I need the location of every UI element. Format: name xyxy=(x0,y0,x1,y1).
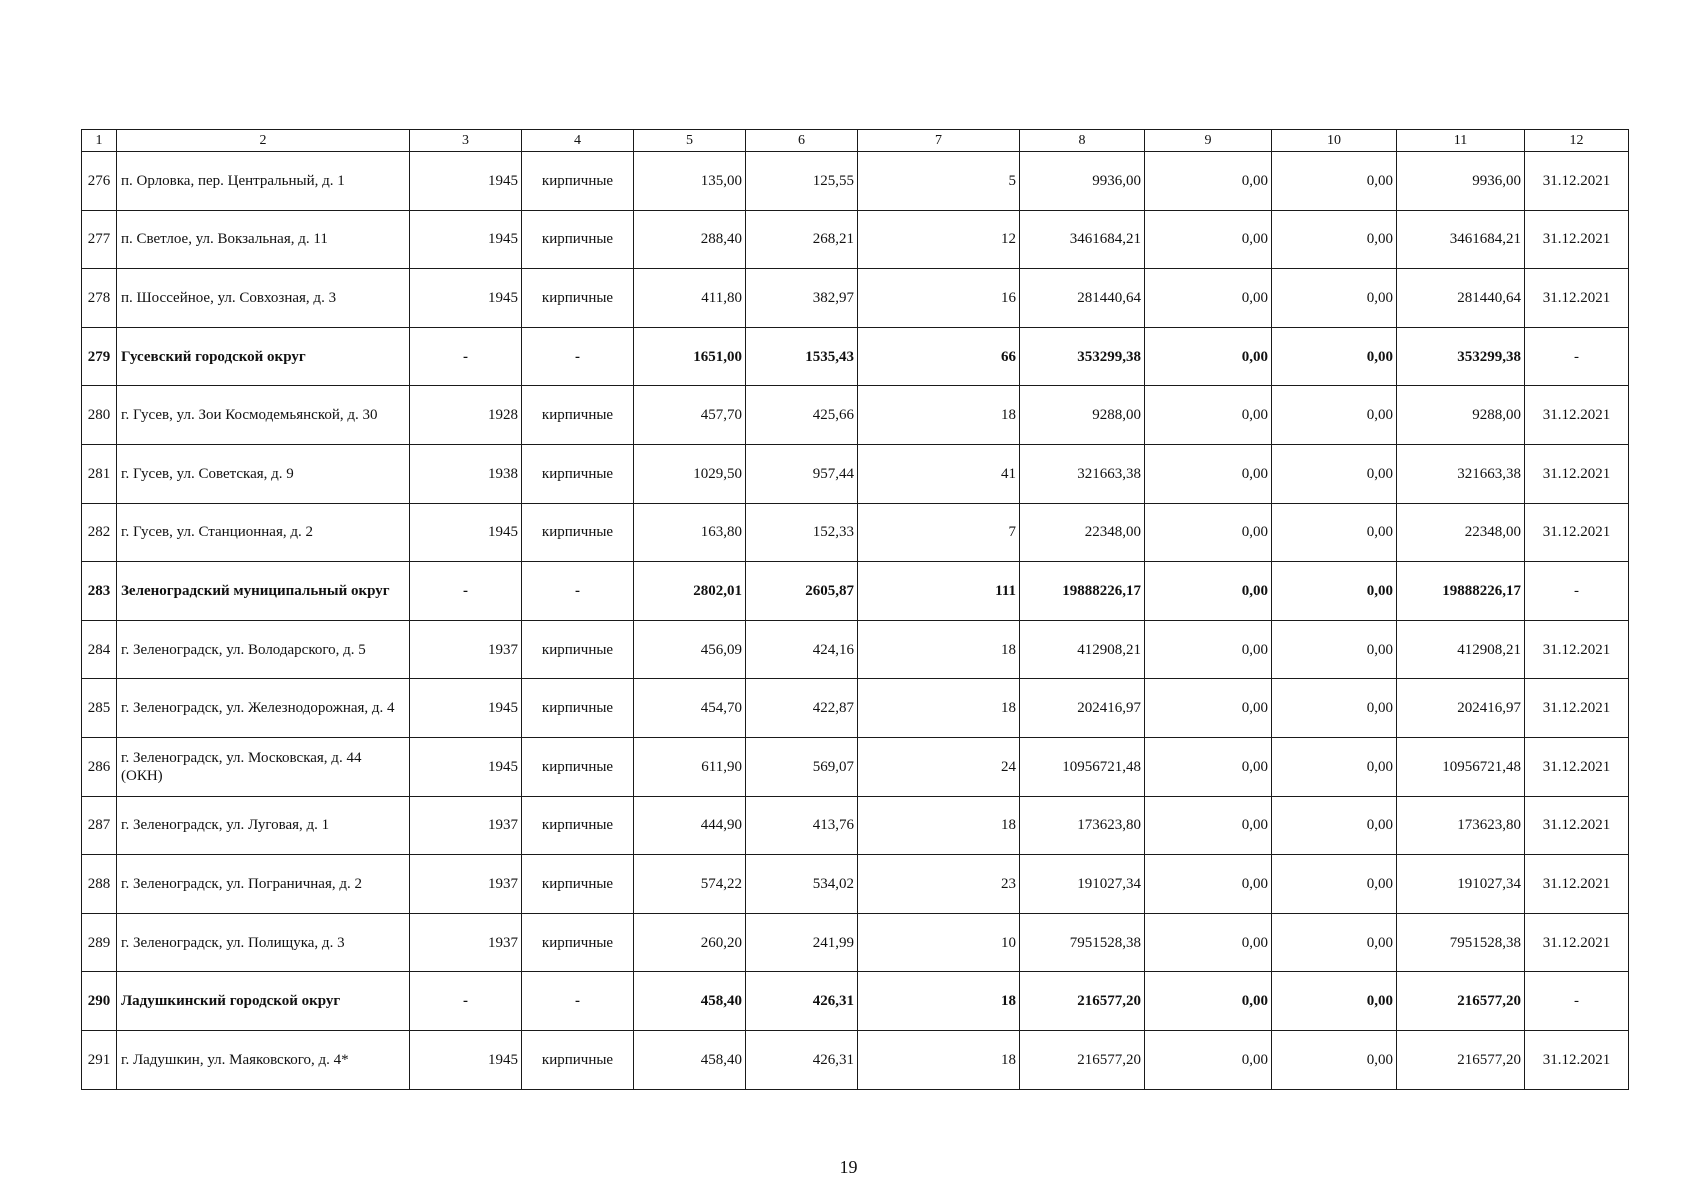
total-area-cell: 1651,00 xyxy=(634,327,746,386)
total-area-cell: 458,40 xyxy=(634,972,746,1031)
wall-material-cell: кирпичные xyxy=(522,620,634,679)
cost-other-cell: 22348,00 xyxy=(1397,503,1525,562)
cost-budget-cell: 0,00 xyxy=(1272,269,1397,328)
total-area-cell: 444,90 xyxy=(634,796,746,855)
address-cell: г. Зеленоградск, ул. Володарского, д. 5 xyxy=(117,620,410,679)
row-index-cell: 288 xyxy=(82,855,117,914)
total-area-cell: 454,70 xyxy=(634,679,746,738)
column-header: 5 xyxy=(634,130,746,152)
living-area-cell: 957,44 xyxy=(746,444,858,503)
cost-other-cell: 353299,38 xyxy=(1397,327,1525,386)
column-header: 11 xyxy=(1397,130,1525,152)
wall-material-cell: кирпичные xyxy=(522,503,634,562)
cost-other-cell: 216577,20 xyxy=(1397,972,1525,1031)
cost-budget-cell: 0,00 xyxy=(1272,1030,1397,1089)
address-cell: г. Гусев, ул. Станционная, д. 2 xyxy=(117,503,410,562)
address-cell: г. Зеленоградск, ул. Луговая, д. 1 xyxy=(117,796,410,855)
total-area-cell: 135,00 xyxy=(634,152,746,211)
cost-total-cell: 353299,38 xyxy=(1020,327,1145,386)
year-cell: - xyxy=(410,562,522,621)
year-cell: 1945 xyxy=(410,1030,522,1089)
cost-other-cell: 412908,21 xyxy=(1397,620,1525,679)
cost-other-cell: 7951528,38 xyxy=(1397,913,1525,972)
total-area-cell: 611,90 xyxy=(634,737,746,796)
cost-other-cell: 9288,00 xyxy=(1397,386,1525,445)
cost-total-cell: 216577,20 xyxy=(1020,972,1145,1031)
living-area-cell: 534,02 xyxy=(746,855,858,914)
wall-material-cell: кирпичные xyxy=(522,269,634,328)
cost-total-cell: 19888226,17 xyxy=(1020,562,1145,621)
cost-total-cell: 9288,00 xyxy=(1020,386,1145,445)
residents-cell: 41 xyxy=(858,444,1020,503)
column-header: 6 xyxy=(746,130,858,152)
cost-total-cell: 412908,21 xyxy=(1020,620,1145,679)
deadline-cell: 31.12.2021 xyxy=(1525,210,1629,269)
address-cell: г. Зеленоградск, ул. Пограничная, д. 2 xyxy=(117,855,410,914)
wall-material-cell: кирпичные xyxy=(522,1030,634,1089)
total-area-cell: 456,09 xyxy=(634,620,746,679)
deadline-cell: 31.12.2021 xyxy=(1525,444,1629,503)
table-row xyxy=(82,210,1629,269)
deadline-cell: - xyxy=(1525,327,1629,386)
row-index-cell: 278 xyxy=(82,269,117,328)
cost-budget-cell: 0,00 xyxy=(1272,210,1397,269)
cost-fund-cell: 0,00 xyxy=(1145,913,1272,972)
total-area-cell: 457,70 xyxy=(634,386,746,445)
row-index-cell: 291 xyxy=(82,1030,117,1089)
row-index-cell: 279 xyxy=(82,327,117,386)
living-area-cell: 422,87 xyxy=(746,679,858,738)
cost-other-cell: 191027,34 xyxy=(1397,855,1525,914)
wall-material-cell: - xyxy=(522,562,634,621)
total-area-cell: 411,80 xyxy=(634,269,746,328)
address-cell: г. Зеленоградск, ул. Железнодорожная, д. 4 xyxy=(117,679,410,738)
cost-total-cell: 216577,20 xyxy=(1020,1030,1145,1089)
living-area-cell: 426,31 xyxy=(746,1030,858,1089)
table-body xyxy=(82,152,1629,1090)
address-cell: г. Зеленоградск, ул. Московская, д. 44 (ОКН) xyxy=(117,737,410,796)
row-index-cell: 284 xyxy=(82,620,117,679)
cost-budget-cell: 0,00 xyxy=(1272,444,1397,503)
row-index-cell: 283 xyxy=(82,562,117,621)
cost-budget-cell: 0,00 xyxy=(1272,386,1397,445)
year-cell: 1945 xyxy=(410,210,522,269)
deadline-cell: 31.12.2021 xyxy=(1525,796,1629,855)
cost-other-cell: 216577,20 xyxy=(1397,1030,1525,1089)
row-index-cell: 281 xyxy=(82,444,117,503)
living-area-cell: 241,99 xyxy=(746,913,858,972)
cost-total-cell: 7951528,38 xyxy=(1020,913,1145,972)
group-row xyxy=(82,327,1629,386)
wall-material-cell: кирпичные xyxy=(522,444,634,503)
deadline-cell: 31.12.2021 xyxy=(1525,269,1629,328)
column-header: 7 xyxy=(858,130,1020,152)
residents-cell: 16 xyxy=(858,269,1020,328)
total-area-cell: 1029,50 xyxy=(634,444,746,503)
cost-budget-cell: 0,00 xyxy=(1272,327,1397,386)
cost-budget-cell: 0,00 xyxy=(1272,972,1397,1031)
residents-cell: 18 xyxy=(858,1030,1020,1089)
year-cell: - xyxy=(410,972,522,1031)
total-area-cell: 288,40 xyxy=(634,210,746,269)
cost-fund-cell: 0,00 xyxy=(1145,269,1272,328)
column-header: 1 xyxy=(82,130,117,152)
cost-other-cell: 19888226,17 xyxy=(1397,562,1525,621)
row-index-cell: 280 xyxy=(82,386,117,445)
cost-total-cell: 321663,38 xyxy=(1020,444,1145,503)
year-cell: 1937 xyxy=(410,620,522,679)
cost-budget-cell: 0,00 xyxy=(1272,503,1397,562)
wall-material-cell: кирпичные xyxy=(522,737,634,796)
column-number-row xyxy=(82,130,1629,152)
column-header: 3 xyxy=(410,130,522,152)
living-area-cell: 382,97 xyxy=(746,269,858,328)
address-cell: п. Орловка, пер. Центральный, д. 1 xyxy=(117,152,410,211)
total-area-cell: 2802,01 xyxy=(634,562,746,621)
address-cell: г. Зеленоградск, ул. Полищука, д. 3 xyxy=(117,913,410,972)
living-area-cell: 1535,43 xyxy=(746,327,858,386)
living-area-cell: 152,33 xyxy=(746,503,858,562)
cost-total-cell: 173623,80 xyxy=(1020,796,1145,855)
wall-material-cell: кирпичные xyxy=(522,679,634,738)
deadline-cell: 31.12.2021 xyxy=(1525,913,1629,972)
residents-cell: 23 xyxy=(858,855,1020,914)
residents-cell: 24 xyxy=(858,737,1020,796)
cost-fund-cell: 0,00 xyxy=(1145,152,1272,211)
residents-cell: 18 xyxy=(858,679,1020,738)
address-cell: г. Гусев, ул. Советская, д. 9 xyxy=(117,444,410,503)
year-cell: 1938 xyxy=(410,444,522,503)
cost-budget-cell: 0,00 xyxy=(1272,152,1397,211)
cost-other-cell: 173623,80 xyxy=(1397,796,1525,855)
group-row xyxy=(82,562,1629,621)
cost-other-cell: 202416,97 xyxy=(1397,679,1525,738)
deadline-cell: 31.12.2021 xyxy=(1525,386,1629,445)
cost-total-cell: 22348,00 xyxy=(1020,503,1145,562)
row-index-cell: 285 xyxy=(82,679,117,738)
cost-fund-cell: 0,00 xyxy=(1145,972,1272,1031)
living-area-cell: 268,21 xyxy=(746,210,858,269)
cost-fund-cell: 0,00 xyxy=(1145,679,1272,738)
table-row xyxy=(82,679,1629,738)
table-row xyxy=(82,1030,1629,1089)
deadline-cell: 31.12.2021 xyxy=(1525,1030,1629,1089)
cost-total-cell: 3461684,21 xyxy=(1020,210,1145,269)
cost-other-cell: 9936,00 xyxy=(1397,152,1525,211)
living-area-cell: 413,76 xyxy=(746,796,858,855)
wall-material-cell: - xyxy=(522,972,634,1031)
cost-budget-cell: 0,00 xyxy=(1272,855,1397,914)
cost-total-cell: 10956721,48 xyxy=(1020,737,1145,796)
table-row xyxy=(82,152,1629,211)
address-cell: п. Светлое, ул. Вокзальная, д. 11 xyxy=(117,210,410,269)
year-cell: - xyxy=(410,327,522,386)
cost-budget-cell: 0,00 xyxy=(1272,737,1397,796)
year-cell: 1937 xyxy=(410,913,522,972)
cost-fund-cell: 0,00 xyxy=(1145,796,1272,855)
living-area-cell: 425,66 xyxy=(746,386,858,445)
living-area-cell: 569,07 xyxy=(746,737,858,796)
deadline-cell: 31.12.2021 xyxy=(1525,620,1629,679)
row-index-cell: 277 xyxy=(82,210,117,269)
column-header: 12 xyxy=(1525,130,1629,152)
year-cell: 1937 xyxy=(410,855,522,914)
cost-other-cell: 10956721,48 xyxy=(1397,737,1525,796)
cost-fund-cell: 0,00 xyxy=(1145,444,1272,503)
residents-cell: 66 xyxy=(858,327,1020,386)
table-row xyxy=(82,855,1629,914)
residents-cell: 18 xyxy=(858,972,1020,1031)
table-row xyxy=(82,503,1629,562)
row-index-cell: 286 xyxy=(82,737,117,796)
column-header: 2 xyxy=(117,130,410,152)
cost-fund-cell: 0,00 xyxy=(1145,1030,1272,1089)
table-row xyxy=(82,269,1629,328)
address-cell: Гусевский городской округ xyxy=(117,327,410,386)
address-cell: п. Шоссейное, ул. Совхозная, д. 3 xyxy=(117,269,410,328)
total-area-cell: 574,22 xyxy=(634,855,746,914)
cost-other-cell: 321663,38 xyxy=(1397,444,1525,503)
address-cell: Зеленоградский муниципальный округ xyxy=(117,562,410,621)
wall-material-cell: кирпичные xyxy=(522,152,634,211)
cost-total-cell: 202416,97 xyxy=(1020,679,1145,738)
cost-budget-cell: 0,00 xyxy=(1272,620,1397,679)
cost-fund-cell: 0,00 xyxy=(1145,327,1272,386)
deadline-cell: 31.12.2021 xyxy=(1525,737,1629,796)
group-row xyxy=(82,972,1629,1031)
residents-cell: 12 xyxy=(858,210,1020,269)
housing-table xyxy=(81,129,1629,1090)
page-number: 19 xyxy=(839,1157,858,1177)
year-cell: 1945 xyxy=(410,503,522,562)
cost-budget-cell: 0,00 xyxy=(1272,562,1397,621)
row-index-cell: 287 xyxy=(82,796,117,855)
deadline-cell: 31.12.2021 xyxy=(1525,855,1629,914)
residents-cell: 18 xyxy=(858,796,1020,855)
residents-cell: 18 xyxy=(858,386,1020,445)
table-row xyxy=(82,620,1629,679)
cost-fund-cell: 0,00 xyxy=(1145,562,1272,621)
deadline-cell: - xyxy=(1525,972,1629,1031)
table-row xyxy=(82,737,1629,796)
table-row xyxy=(82,386,1629,445)
wall-material-cell: кирпичные xyxy=(522,796,634,855)
table-row xyxy=(82,913,1629,972)
cost-other-cell: 3461684,21 xyxy=(1397,210,1525,269)
wall-material-cell: кирпичные xyxy=(522,855,634,914)
row-index-cell: 282 xyxy=(82,503,117,562)
year-cell: 1945 xyxy=(410,152,522,211)
year-cell: 1945 xyxy=(410,679,522,738)
wall-material-cell: кирпичные xyxy=(522,913,634,972)
living-area-cell: 125,55 xyxy=(746,152,858,211)
deadline-cell: 31.12.2021 xyxy=(1525,503,1629,562)
wall-material-cell: - xyxy=(522,327,634,386)
table-row xyxy=(82,444,1629,503)
column-header: 4 xyxy=(522,130,634,152)
address-cell: г. Гусев, ул. Зои Космодемьянской, д. 30 xyxy=(117,386,410,445)
year-cell: 1937 xyxy=(410,796,522,855)
cost-total-cell: 9936,00 xyxy=(1020,152,1145,211)
cost-fund-cell: 0,00 xyxy=(1145,503,1272,562)
row-index-cell: 289 xyxy=(82,913,117,972)
address-cell: г. Ладушкин, ул. Маяковского, д. 4* xyxy=(117,1030,410,1089)
total-area-cell: 458,40 xyxy=(634,1030,746,1089)
cost-budget-cell: 0,00 xyxy=(1272,679,1397,738)
residents-cell: 5 xyxy=(858,152,1020,211)
year-cell: 1945 xyxy=(410,269,522,328)
cost-other-cell: 281440,64 xyxy=(1397,269,1525,328)
living-area-cell: 426,31 xyxy=(746,972,858,1031)
living-area-cell: 2605,87 xyxy=(746,562,858,621)
cost-fund-cell: 0,00 xyxy=(1145,210,1272,269)
cost-fund-cell: 0,00 xyxy=(1145,620,1272,679)
residents-cell: 111 xyxy=(858,562,1020,621)
cost-fund-cell: 0,00 xyxy=(1145,855,1272,914)
deadline-cell: 31.12.2021 xyxy=(1525,152,1629,211)
cost-total-cell: 191027,34 xyxy=(1020,855,1145,914)
row-index-cell: 290 xyxy=(82,972,117,1031)
column-header: 9 xyxy=(1145,130,1272,152)
column-header: 8 xyxy=(1020,130,1145,152)
living-area-cell: 424,16 xyxy=(746,620,858,679)
row-index-cell: 276 xyxy=(82,152,117,211)
residents-cell: 18 xyxy=(858,620,1020,679)
table-row xyxy=(82,796,1629,855)
deadline-cell: - xyxy=(1525,562,1629,621)
residents-cell: 7 xyxy=(858,503,1020,562)
cost-budget-cell: 0,00 xyxy=(1272,796,1397,855)
year-cell: 1945 xyxy=(410,737,522,796)
cost-total-cell: 281440,64 xyxy=(1020,269,1145,328)
cost-budget-cell: 0,00 xyxy=(1272,913,1397,972)
cost-fund-cell: 0,00 xyxy=(1145,737,1272,796)
wall-material-cell: кирпичные xyxy=(522,386,634,445)
residents-cell: 10 xyxy=(858,913,1020,972)
column-header: 10 xyxy=(1272,130,1397,152)
deadline-cell: 31.12.2021 xyxy=(1525,679,1629,738)
address-cell: Ладушкинский городской округ xyxy=(117,972,410,1031)
cost-fund-cell: 0,00 xyxy=(1145,386,1272,445)
total-area-cell: 260,20 xyxy=(634,913,746,972)
wall-material-cell: кирпичные xyxy=(522,210,634,269)
year-cell: 1928 xyxy=(410,386,522,445)
total-area-cell: 163,80 xyxy=(634,503,746,562)
